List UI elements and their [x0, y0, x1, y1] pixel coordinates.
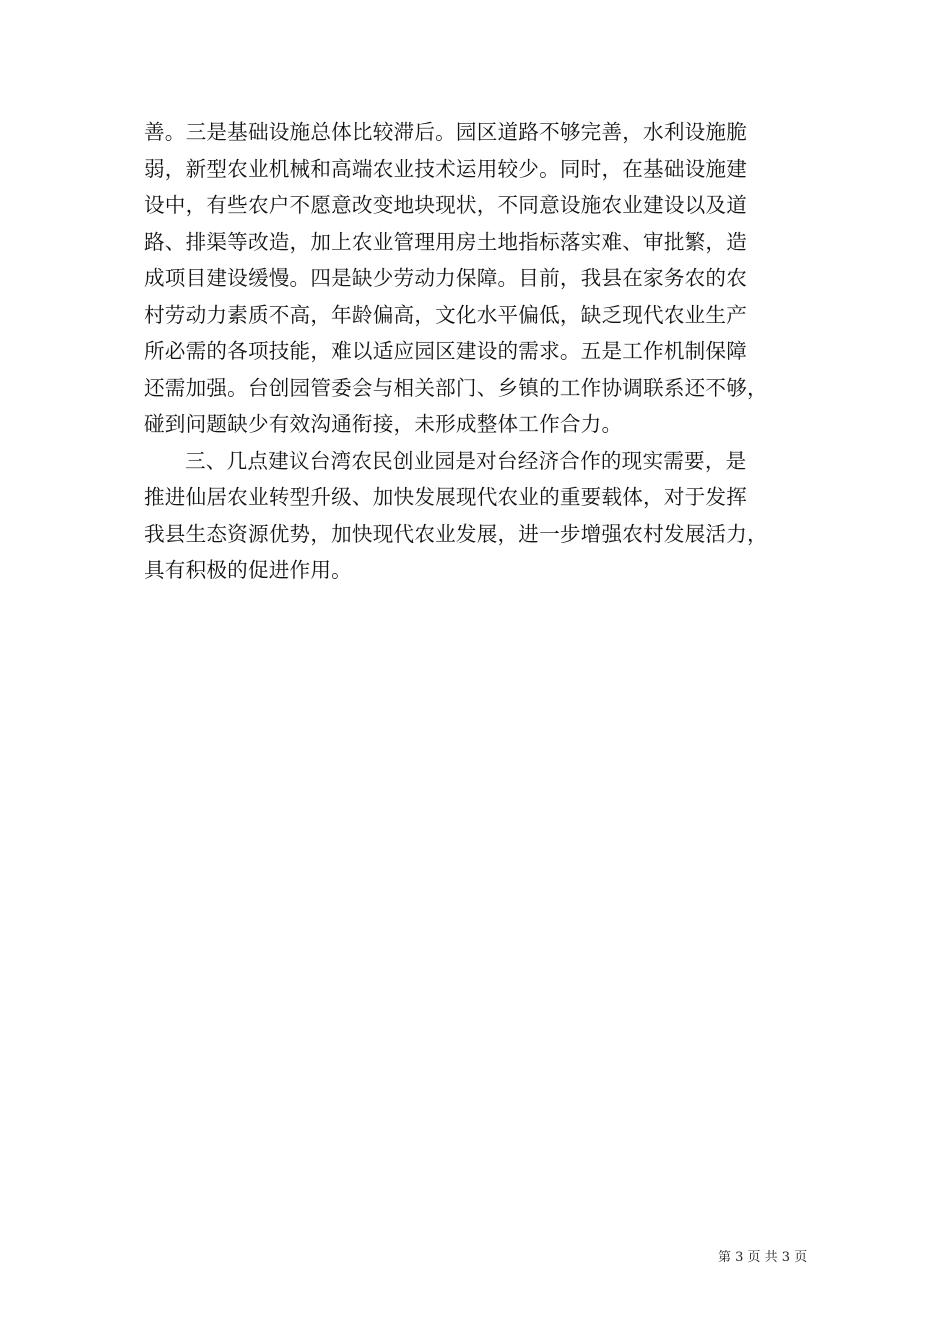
paragraph-line: 我县生态资源优势，加快现代农业发展，进一步增强农村发展活力，: [144, 521, 768, 546]
page-number-footer: 第 3 页 共 3 页: [718, 1250, 808, 1265]
section-heading-line: 三、几点建议台湾农民创业园是对台经济合作的现实需要，是: [185, 448, 747, 473]
paragraph-line: 弱，新型农业机械和高端农业技术运用较少。同时，在基础设施建: [144, 156, 748, 181]
paragraph-line: 设中，有些农户不愿意改变地块现状，不同意设施农业建设以及道: [144, 193, 748, 217]
paragraph-line: 推进仙居农业转型升级、加快发展现代农业的重要载体，对于发挥: [144, 485, 748, 509]
paragraph-line: 村劳动力素质不高，年龄偏高，文化水平偏低，缺乏现代农业生产: [144, 302, 748, 327]
paragraph-line: 所必需的各项技能，难以适应园区建设的需求。五是工作机制保障: [144, 339, 748, 363]
paragraph-line: 具有积极的促进作用。: [144, 558, 352, 582]
paragraph-line: 善。三是基础设施总体比较滞后。园区道路不够完善，水利设施脆: [144, 120, 748, 144]
paragraph-line: 还需加强。台创园管委会与相关部门、乡镇的工作协调联系还不够，: [144, 375, 768, 400]
body-text: [144, 114, 844, 589]
paragraph-line: 路、排渠等改造，加上农业管理用房土地指标落实难、审批繁，造: [144, 229, 748, 254]
paragraph-line: 成项目建设缓慢。四是缺少劳动力保障。目前，我县在家务农的农: [144, 266, 748, 290]
paragraph-line: 碰到问题缺少有效沟通衔接，未形成整体工作合力。: [144, 412, 623, 436]
